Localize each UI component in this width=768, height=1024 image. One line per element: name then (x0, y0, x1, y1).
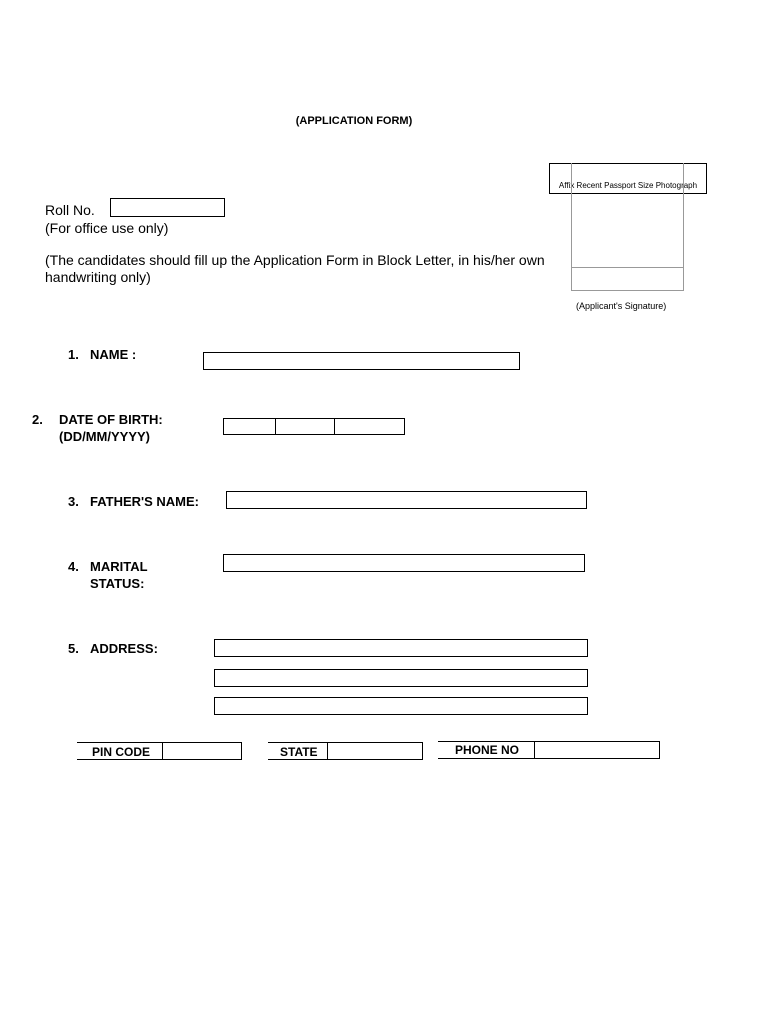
pin-code-label: PIN CODE (92, 745, 151, 759)
photo-label: Affix Recent Passport Size Photograph (558, 181, 698, 190)
name-number: 1. (68, 347, 79, 362)
roll-no-label: Roll No. (45, 202, 95, 218)
marital-label-line-2: STATUS: (90, 576, 145, 591)
dob-day-input[interactable] (224, 419, 275, 434)
office-use-note: (For office use only) (45, 220, 169, 236)
address-label: ADDRESS: (90, 641, 158, 656)
name-label: NAME : (90, 347, 137, 362)
pin-code-input[interactable] (163, 743, 240, 759)
dob-label: DATE OF BIRTH: (59, 412, 163, 427)
address-line-3-input[interactable] (214, 697, 588, 715)
phone-no-group (438, 741, 660, 759)
father-name-input[interactable] (226, 491, 587, 509)
state-label: STATE (280, 745, 318, 759)
state-input[interactable] (328, 743, 421, 759)
dob-month-input[interactable] (276, 419, 334, 434)
form-title: (APPLICATION FORM) (295, 115, 413, 127)
dob-year-input[interactable] (335, 419, 404, 434)
father-number: 3. (68, 494, 79, 509)
name-input[interactable] (203, 352, 520, 370)
phone-no-input[interactable] (535, 742, 658, 758)
marital-label-line-1: MARITAL (90, 559, 148, 574)
signature-divider (572, 267, 683, 268)
dob-input-group (223, 418, 405, 435)
state-group (268, 742, 423, 760)
photo-area[interactable] (571, 163, 684, 291)
signature-label: (Applicant's Signature) (576, 301, 667, 311)
instruction-line-1: (The candidates should fill up the Application Form in Block Letter, in his/her own (45, 252, 545, 268)
instruction-line-2: handwriting only) (45, 269, 151, 285)
address-number: 5. (68, 641, 79, 656)
marital-status-input[interactable] (223, 554, 585, 572)
roll-no-input[interactable] (110, 198, 225, 217)
dob-number: 2. (32, 412, 43, 427)
phone-no-label: PHONE NO (455, 743, 520, 757)
dob-format: (DD/MM/YYYY) (59, 429, 150, 444)
address-line-1-input[interactable] (214, 639, 588, 657)
pin-code-group (77, 742, 242, 760)
marital-number: 4. (68, 559, 79, 574)
address-line-2-input[interactable] (214, 669, 588, 687)
father-label: FATHER'S NAME: (90, 494, 200, 509)
